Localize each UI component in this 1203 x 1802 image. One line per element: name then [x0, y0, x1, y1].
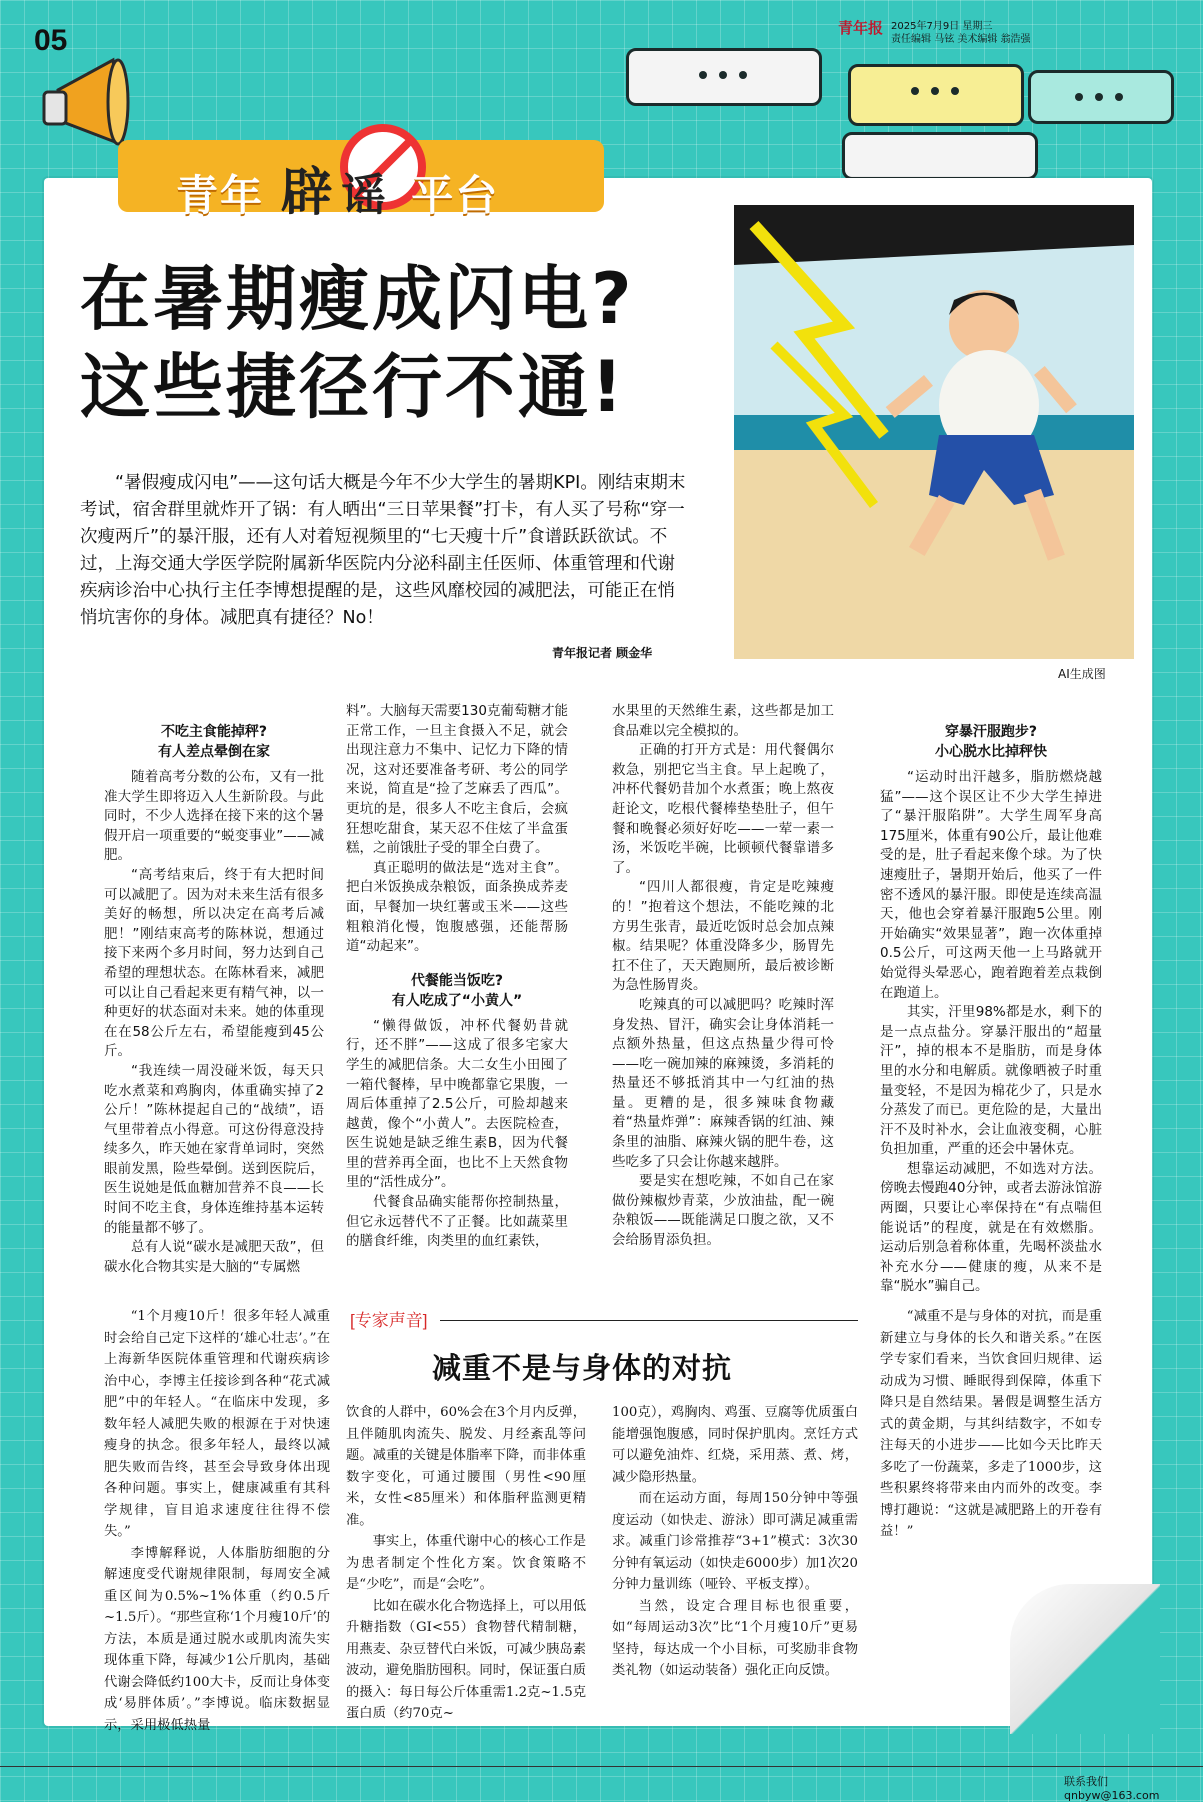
subheading-sweat-suit: 穿暴汗服跑步? 小心脱水比掉秤快	[935, 724, 1047, 760]
paragraph: “减重不是与身体的对抗，而是重新建立与身体的长久和谐关系。”在医学专家们看来，当饮食回归规律、运动成为习惯、睡眠得到保障，体重下降只是自然结果。暑假是调整生活方式的黄金期，与其纠结数字，不如专注每天的小进步——比如今天比昨天多吃了一份蔬菜，多走了1000步，这些积累终将带来由内而外的改变。李博打趣说：“这就是减肥路上的开卷有益！”	[880, 1309, 1102, 1539]
lead-paragraph: “暑假瘦成闪电”——这句话大概是今年不少大学生的暑期KPI。刚结束期末考试，宿舍群里就炸开了锅：有人晒出“三日苹果餐”打卡，有人买了号称“穿一次瘦两斤”的暴汗服，还有人对着短视频里的“七天瘦十斤”食谱跃跃欲试。不过，上海交通大学医学院附属新华医院内分泌科副主任医师、体重管理和代谢疾病诊治中心执行主任李博想提醒的是，这些风靡校园的减肥法，可能正在悄悄坑害你的身体。减肥真有捷径？No！	[80, 473, 686, 628]
headline	[80, 255, 635, 431]
banner-word-youth: 青年	[176, 171, 265, 220]
expert-title: 减重不是与身体的对抗	[432, 1351, 733, 1385]
issue-date: 2025年7月9日 星期三	[891, 21, 993, 32]
masthead	[838, 20, 1031, 46]
article-column-3	[612, 702, 834, 1251]
byline: 青年报记者 顾金华	[552, 646, 653, 660]
speech-bubble-decoration	[842, 132, 1038, 180]
paragraph: “懒得做饭，冲杯代餐奶昔就行，还不胖”——这成了很多宅家大学生的减肥信条。大二女生小田囤了一箱代餐棒，早中晚都靠它果腹，一周后体重掉了2.5公斤，可脸却越来越黄，像个“小黄人”。去医院检查，医生说她是缺乏维生素B，因为代餐里的营养再全面，也比不上天然食物里的“活性成分”。	[346, 1017, 568, 1191]
paragraph: 事实上，体重代谢中心的核心工作是为患者制定个性化方案。饮食策略不是“少吃”，而是“会吃”。	[346, 1534, 586, 1592]
speech-bubble-decoration	[1028, 70, 1174, 124]
speech-bubble-decoration	[848, 64, 1024, 126]
paragraph: 要是实在想吃辣，不如自己在家做份辣椒炒青菜，少放油盐，配一碗杂粮饭——既能满足口腹之欲，又不会给肠胃添负担。	[612, 1173, 834, 1249]
editors: 责任编辑 马铉 美术编辑 翁浩强	[891, 34, 1031, 45]
paragraph: 总有人说“碳水是减肥天敌”，但碳水化合物其实是大脑的“专属燃	[104, 1239, 324, 1275]
paragraph: 正确的打开方式是：用代餐偶尔救急，别把它当主食。早上起晚了，冲杯代餐奶昔加个水煮蛋；晚上熬夜赶论文，吃根代餐棒垫垫肚子，但午餐和晚餐必须好好吃——一荤一素一汤，米饭吃半碗，比顿顿代餐靠谱多了。	[612, 742, 834, 876]
divider	[440, 1320, 858, 1321]
expert-column-4	[880, 1306, 1102, 1543]
article-column-2	[346, 702, 568, 1252]
headline-line-1: 在暑期瘦成闪电?	[80, 258, 635, 340]
page-number: 05	[34, 24, 68, 57]
paragraph: “运动时出汗越多，脂肪燃烧越猛”——这个误区让不少大学生掉进了“暴汗服陷阱”。大学生周军身高175厘米，体重有90公斤，最让他难受的是，肚子看起来像个球。为了快速瘦肚子，暑期开始后，他买了一件密不透风的暴汗服。即使是连续高温天，他也会穿着暴汗服跑5公里。刚开始确实“效果显著”，跑一次体重掉0.5公斤，可这两天他一上马路就开始觉得头晕恶心，跑着跑着差点栽倒在跑道上。	[880, 769, 1102, 1001]
page-curl-decoration	[1010, 1584, 1160, 1734]
speech-bubble-decoration	[626, 48, 822, 106]
banner-word-refute: 辟	[280, 163, 335, 223]
paragraph: “1个月瘦10斤！很多年轻人减重时会给自己定下这样的‘雄心壮志’。”在上海新华医院体重管理和代谢疾病诊治中心，李博主任接诊到各种“花式减肥”中的年轻人。“在临床中发现，多数年轻人减肥失败的根源在于对快速瘦身的执念。很多年轻人，最终以减肥失败而告终，甚至会导致身体出现各种问题。事实上，健康减重有其科学规律，盲目追求速度往往得不偿失。”	[104, 1309, 330, 1539]
paragraph: 100克），鸡胸肉、鸡蛋、豆腐等优质蛋白能增强饱腹感，同时保护肌肉。烹饪方式可以避免油炸、红烧，采用蒸、煮、烤，减少隐形热量。	[612, 1405, 858, 1485]
paragraph: 想靠运动减肥，不如选对方法。傍晚去慢跑40分钟，或者去游泳馆游两圈，只要让心率保持在“有点喘但能说话”的程度，就是在有效燃脂。运动后别急着称体重，先喝杯淡盐水补充水分——健康的瘦，从来不是靠“脱水”骗自己。	[880, 1160, 1102, 1295]
paragraph: “四川人都很瘦，肯定是吃辣瘦的！”抱着这个想法，不能吃辣的北方男生张青，最近吃饭时总会加点辣椒。结果呢？体重没降多少，肠胃先扛不住了，天天跑厕所，最后被诊断为急性肠胃炎。	[612, 879, 834, 994]
banner-word-platform: 平台	[411, 171, 500, 220]
paragraph: 料”。大脑每天需要130克葡萄糖才能正常工作，一旦主食摄入不足，就会出现注意力不集中、记忆力下降的情况，这对还要准备考研、考公的同学来说，简直是“捡了芝麻丢了西瓜”。更坑的是，很多人不吃主食后，会疯狂想吃甜食，某天忍不住炫了半盒蛋糕，之前饿肚子受的罪全白费了。	[346, 703, 568, 857]
paragraph: “高考结束后，终于有大把时间可以减肥了。因为对未来生活有很多美好的畅想，所以决定在高考后减肥！”刚结束高考的陈林说，想通过接下来两个多月时间，努力达到自己希望的理想状态。在陈林看来，减肥可以让自己看起来更有精气神，以一种更好的状态面对未来。她的体重现在在58公斤左右，希望能瘦到45公斤。	[104, 866, 324, 1060]
headline-line-2: 这些捷径行不通!	[80, 346, 626, 428]
subheading-staple-food: 不吃主食能掉秤? 有人差点晕倒在家	[158, 724, 270, 760]
paragraph: 而在运动方面，每周150分钟中等强度运动（如快走、游泳）即可满足减重需求。减重门诊常推荐“3+1”模式：3次30分钟有氧运动（如快走6000步）加1次20分钟力量训练（哑铃、平板支撑）。	[612, 1491, 858, 1592]
hero-illustration	[734, 205, 1134, 659]
paragraph: 吃辣真的可以减肥吗？吃辣时浑身发热、冒汗，确实会让身体消耗一点额外热量，但这点热量少得可怜——吃一碗加辣的麻辣烫，多消耗的热量还不够抵消其中一勺红油的热量。更糟的是，很多辣味食物藏着“热量炸弹”：麻辣香锅的红油、辣条里的油脂、麻辣火锅的肥牛卷，这些吃多了只会让你越来越胖。	[612, 996, 834, 1170]
paragraph: 当然，设定合理目标也很重要，如“每周运动3次”比“1个月瘦10斤”更易坚持，每达成一个小目标，可奖励非食物类礼物（如运动装备）强化正向反馈。	[612, 1598, 858, 1678]
banner-word-rumor: 谣	[341, 170, 388, 221]
subheading-meal-replacement: 代餐能当饭吃? 有人吃成了“小黄人”	[391, 972, 523, 1009]
expert-column-3	[612, 1402, 858, 1682]
newspaper-logo: 青年报	[838, 19, 884, 37]
paragraph: 李博解释说，人体脂肪细胞的分解速度受代谢规律限制，每周安全减重区间为0.5%~1%体重（约0.5斤~1.5斤）。“那些宣称‘1个月瘦10斤’的方法，本质是通过脱水或肌肉流失实现体重下降，每减少1公斤肌肉，基础代谢会降低约100大卡，反而让身体变成‘易胖体质’。”李博说。临床数据显示，采用极低热量	[104, 1545, 330, 1733]
expert-column-1	[104, 1306, 330, 1736]
paragraph: 水果里的天然维生素，这些都是加工食品难以完全模拟的。	[612, 703, 834, 739]
paragraph: 其实，汗里98%都是水，剩下的是一点点盐分。穿暴汗服出的“超量汗”，掉的根本不是脂肪，而是身体里的水分和电解质。就像晒被子时重量变轻，不是因为棉花少了，只是水分蒸发了而已。更危险的是，大量出汗不及时补水，会让血液变稠，心脏负担加重，严重的还会中暑休克。	[880, 1004, 1102, 1158]
paragraph: 比如在碳水化合物选择上，可以用低升糖指数（GI<55）食物替代精制糖，用燕麦、杂豆替代白米饭，可减少胰岛素波动，避免脂肪囤积。同时，保证蛋白质的摄入：每日每公斤体重需1.2克~1.5克蛋白质（约70克~	[346, 1598, 586, 1721]
paragraph: “我连续一周没碰米饭，每天只吃水煮菜和鸡胸肉，体重确实掉了2公斤！”陈林提起自己的“战绩”，语气里带着点小得意。可这份得意没持续多久，昨天她在家背单词时，突然眼前发黑，险些晕倒。送到医院后，医生说她是低血糖加营养不良——长时间不吃主食，身体连维持基本运转的能量都不够了。	[104, 1062, 324, 1236]
image-caption: AI生成图	[1058, 667, 1106, 681]
paragraph: 饮食的人群中，60%会在3个月内反弹，且伴随肌肉流失、脱发、月经紊乱等问题。减重的关键是体脂率下降，而非体重数字变化，可通过腰围（男性<90厘米，女性<85厘米）和体脂秤监测更精准。	[346, 1405, 586, 1528]
paragraph: 代餐食品确实能帮你控制热量，但它永远替代不了正餐。比如蔬菜里的膳食纤维，肉类里的血红素铁，	[346, 1194, 568, 1250]
footer-contact: 联系我们 qnbyw@163.com	[1064, 1775, 1160, 1802]
paragraph: 随着高考分数的公布，又有一批准大学生即将迈入人生新阶段。与此同时，不少人选择在接下来的这个暑假开启一项重要的“蜕变事业”——减肥。	[104, 769, 324, 864]
footer-rule	[0, 1766, 1203, 1767]
article-column-4	[880, 718, 1102, 1297]
masthead-meta	[891, 20, 1031, 46]
expert-column-2	[346, 1402, 586, 1725]
paragraph: 真正聪明的做法是“选对主食”。把白米饭换成杂粮饭，面条换成荞麦面，早餐加一块红薯或玉米——这些粗粮消化慢，饱腹感强，还能帮肠道“动起来”。	[346, 859, 568, 955]
article-column-1	[104, 718, 324, 1277]
expert-voice-tag: [专家声音]	[350, 1311, 428, 1330]
running-boy-illustration	[734, 205, 1134, 659]
section-banner-title	[176, 150, 499, 225]
